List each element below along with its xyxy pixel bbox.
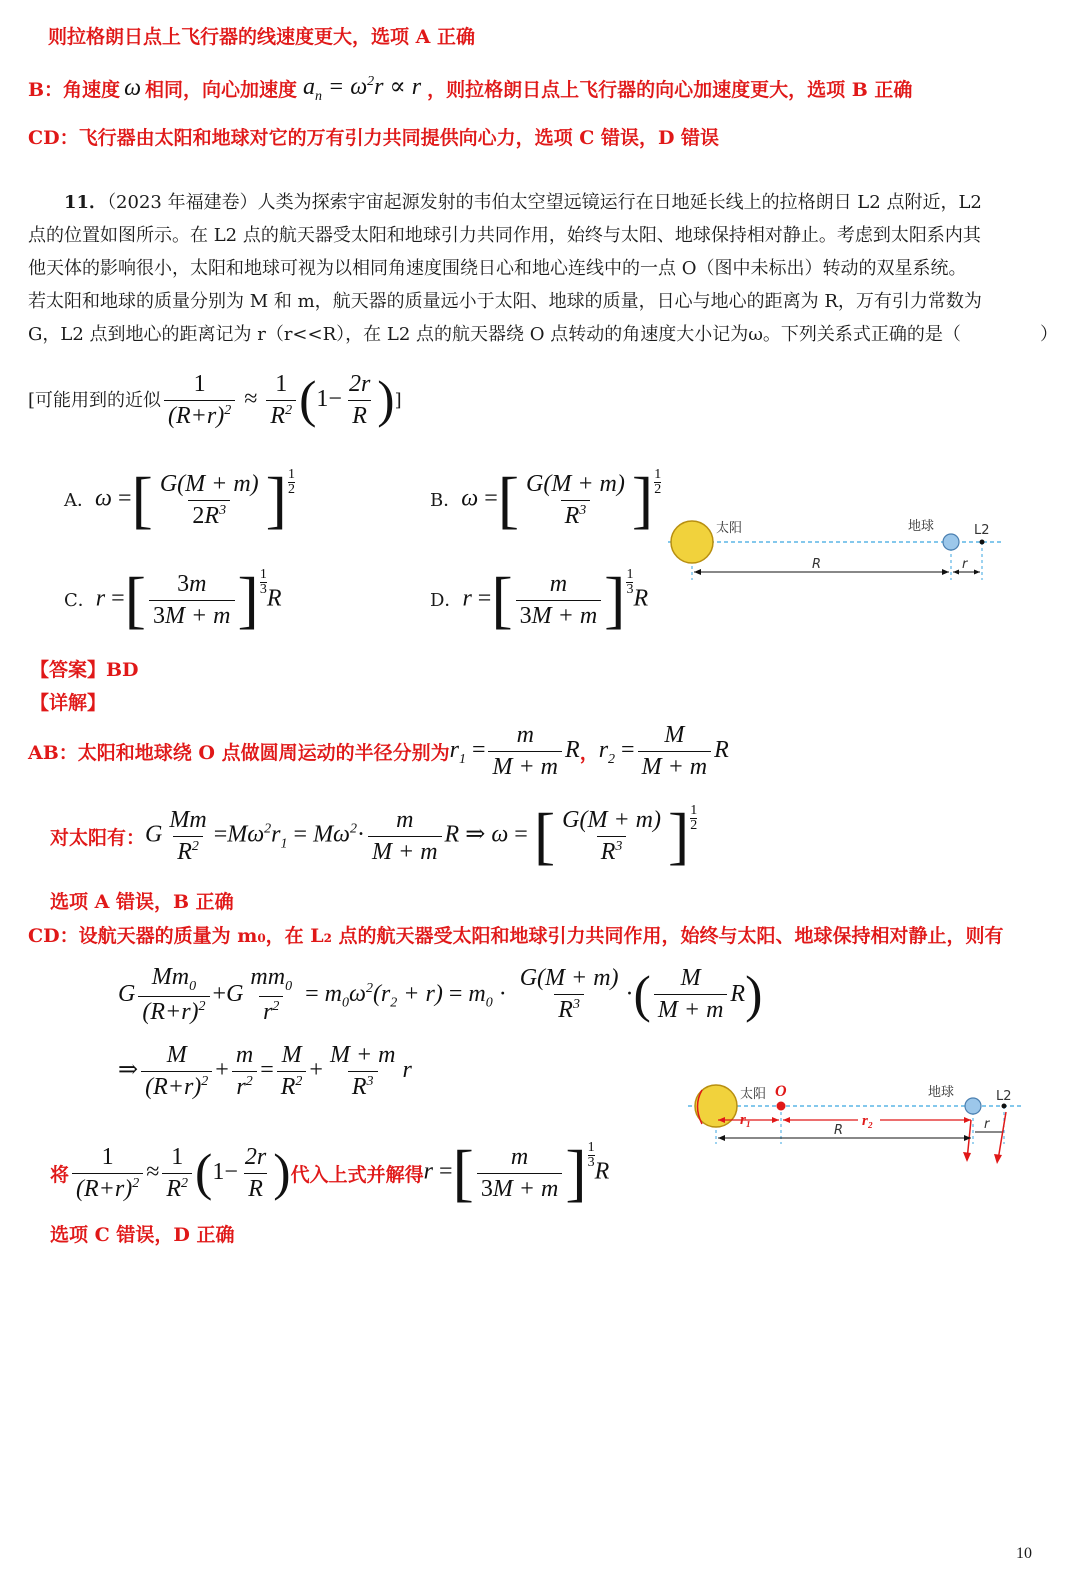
force-equation: G $\frac{Mm_0}{(R+r)^2}$ +G $\frac{mm_0}{r^2}$ = $m_0\omega^2(r_2 + r) = m_0$ · $\frac{G(M + m)}{R^3}$ ·( $\frac{M}{M + m}$ R) — [118, 963, 763, 1026]
approximation-hint — [28, 368, 402, 432]
question-body-5-end: ） — [1040, 324, 1058, 345]
simplified-equation: ⇒ $\frac{M}{(R+r)^2}$ + $\frac{m}{r^2}$ = $\frac{M}{R^2}$ + $\frac{M + m}{R^3}$ r — [118, 1041, 412, 1100]
fig2-l2-point — [1002, 1104, 1007, 1109]
centripetal-formula: $a_n = \omega^2r \propto r$ — [303, 74, 422, 104]
detail-label: 【详解】 — [30, 692, 107, 714]
question-source: （2023 年福建卷） — [107, 192, 258, 213]
hint-formula: $\frac{1}{(R+r)^2}$ ≈ $\frac{1}{R^2}$ (1− $\frac{2r}{R}$ ) — [161, 371, 395, 430]
page-number: 10 — [1016, 1545, 1032, 1562]
question-body-2: 点的位置如图所示。在 L2 点的航天器受太阳和地球引力共同作用，始终与太阳、地球保持相对静止。考虑到太阳系内其 — [28, 225, 981, 246]
r1-arrow-right — [772, 1117, 779, 1123]
fig2-earth-label: 地球 — [928, 1085, 955, 1100]
fig1-l2-label: L2 — [974, 523, 990, 538]
question-block — [28, 186, 1058, 351]
fig2-r2-label: r₂ — [862, 1113, 874, 1129]
l2-velocity-arrowhead — [994, 1154, 1002, 1164]
hint-suffix: ] — [394, 389, 402, 411]
option-a — [64, 464, 295, 535]
binary-system-diagram — [688, 1072, 1028, 1168]
option-c-label: C． — [64, 589, 96, 611]
r2-formula: $r_2$ = $\frac{M}{M + m}$ R — [598, 721, 729, 780]
option-b-label: B． — [430, 489, 462, 511]
r2-arrow-left — [783, 1117, 790, 1123]
fig2-R-arrow-left — [718, 1135, 725, 1141]
fig1-sun-label: 太阳 — [716, 521, 743, 536]
R-arrow-right — [942, 569, 949, 575]
sun-equation-line — [50, 800, 697, 872]
fig1-R-label: R — [812, 557, 822, 572]
l2-point — [980, 540, 985, 545]
l2-velocity-arrow — [998, 1112, 1006, 1160]
R-arrow-left — [694, 569, 701, 575]
question-body-4: 若太阳和地球的质量分别为 M 和 m，航天器的质量远小于太阳、地球的质量，日心与地心的距离为 R，万有引力常数为 — [28, 291, 982, 312]
conclusion-line-a: 则拉格朗日点上飞行器的线速度更大，选项 A 正确 — [48, 26, 475, 48]
question-body-5: G，L2 点到地心的距离记为 r（r<<R），在 L2 点的航天器绕 O 点转动的角速度大小记为ω。下列关系式正确的是（ — [28, 324, 961, 345]
sun-eq-prefix: 对太阳有： — [50, 826, 146, 849]
option-b-line — [28, 72, 912, 105]
fig2-sun-label: 太阳 — [740, 1087, 767, 1102]
r1-formula: $r_1$ = $\frac{m}{M + m}$ R — [449, 721, 580, 780]
ab-conclusion: 选项 A 错误，B 正确 — [50, 891, 234, 913]
option-c-formula: r =[ $\frac{3m}{3M + m}$ ] $\frac{1}{3}$ R — [95, 564, 282, 635]
fig2-l2-label: L2 — [996, 1089, 1012, 1104]
question-number: 11． — [64, 192, 108, 213]
sun-circle — [671, 521, 713, 563]
r-solution: r =[ $\frac{m}{3M + m}$ ] $\frac{1}{3}$ R — [423, 1137, 610, 1208]
option-b-formula: ω =[ $\frac{G(M + m)}{R^3}$ ] $\frac{1}{2}$ — [461, 464, 662, 535]
sun-earth-l2-diagram — [668, 508, 1008, 588]
option-b — [430, 464, 662, 535]
ab-radii-line — [28, 720, 729, 782]
option-d — [430, 564, 649, 635]
hint-prefix: [可能用到的近似 — [28, 389, 162, 411]
fig2-r-label: r — [984, 1117, 990, 1132]
simplified-equation-line — [118, 1036, 412, 1106]
substitute-prefix: 将 — [50, 1163, 70, 1186]
r-arrow-right — [974, 570, 980, 575]
sun-equation: G $\frac{Mm}{R^2}$ $=M\omega^2r_1 = M\omega^2\cdot$ $\frac{m}{M + m}$ R ⇒ ω = [ $\frac{G(M + m)}{R^3}$ ] $\frac{1}{2}$ — [145, 800, 698, 871]
fig2-r1-label: r₁ — [740, 1112, 752, 1128]
option-b-mid: 相同，向心加速度 — [145, 78, 298, 101]
question-body-3: 他天体的影响很小，太阳和地球可视为以相同角速度围绕日心和地心连线中的一点 O（图中未标出）转动的双星系统。 — [28, 258, 967, 279]
fig1-earth-label: 地球 — [908, 519, 935, 534]
fig2-earth-circle — [965, 1098, 981, 1114]
ab-comma: ， — [579, 741, 599, 764]
option-c — [64, 564, 282, 635]
force-equation-line — [118, 958, 762, 1032]
option-d-formula: r =[ $\frac{m}{3M + m}$ ] $\frac{1}{3}$ R — [462, 564, 649, 635]
earth-velocity-arrowhead — [963, 1152, 971, 1162]
option-a-formula: ω =[ $\frac{G(M + m)}{2R^3}$ ] $\frac{1}{2}$ — [95, 464, 295, 535]
r-arrow-left — [953, 570, 959, 575]
option-cd-line: CD：飞行器由太阳和地球对它的万有引力共同提供向心力，选项 C 错误，D 错误 — [28, 127, 720, 149]
omega-symbol: ω — [124, 74, 142, 101]
question-body-1: 人类为探索宇宙起源发射的韦伯太空望远镜运行在日地延长线上的拉格朗日 L2 点附近，L2 — [257, 192, 982, 213]
option-b-suffix: ，则拉格朗日点上飞行器的向心加速度更大，选项 B 正确 — [427, 78, 913, 101]
substitute-approximation: $\frac{1}{(R+r)^2}$ ≈ $\frac{1}{R^2}$ (1− $\frac{2r}{R}$ ) — [69, 1144, 291, 1203]
cd-setup-line: CD：设航天器的质量为 m₀，在 L₂ 点的航天器受太阳和地球引力共同作用，始终与太阳、地球保持相对静止，则有 — [28, 925, 1004, 947]
fig2-o-label: O — [775, 1083, 787, 1100]
option-d-label: D． — [430, 589, 463, 611]
substitution-line — [50, 1138, 609, 1208]
o-point — [777, 1102, 786, 1111]
substitute-mid: 代入上式并解得 — [290, 1163, 424, 1186]
option-b-prefix: B：角速度 — [28, 78, 121, 101]
option-a-label: A． — [64, 489, 95, 511]
fig1-r-label: r — [962, 557, 968, 572]
earth-circle — [943, 534, 959, 550]
fig2-R-label: R — [834, 1123, 844, 1138]
r2-arrow-right — [964, 1117, 971, 1123]
answer-label: 【答案】BD — [30, 659, 139, 681]
ab-line-text: AB：太阳和地球绕 O 点做圆周运动的半径分别为 — [28, 741, 450, 764]
cd-conclusion: 选项 C 错误，D 正确 — [50, 1224, 235, 1246]
